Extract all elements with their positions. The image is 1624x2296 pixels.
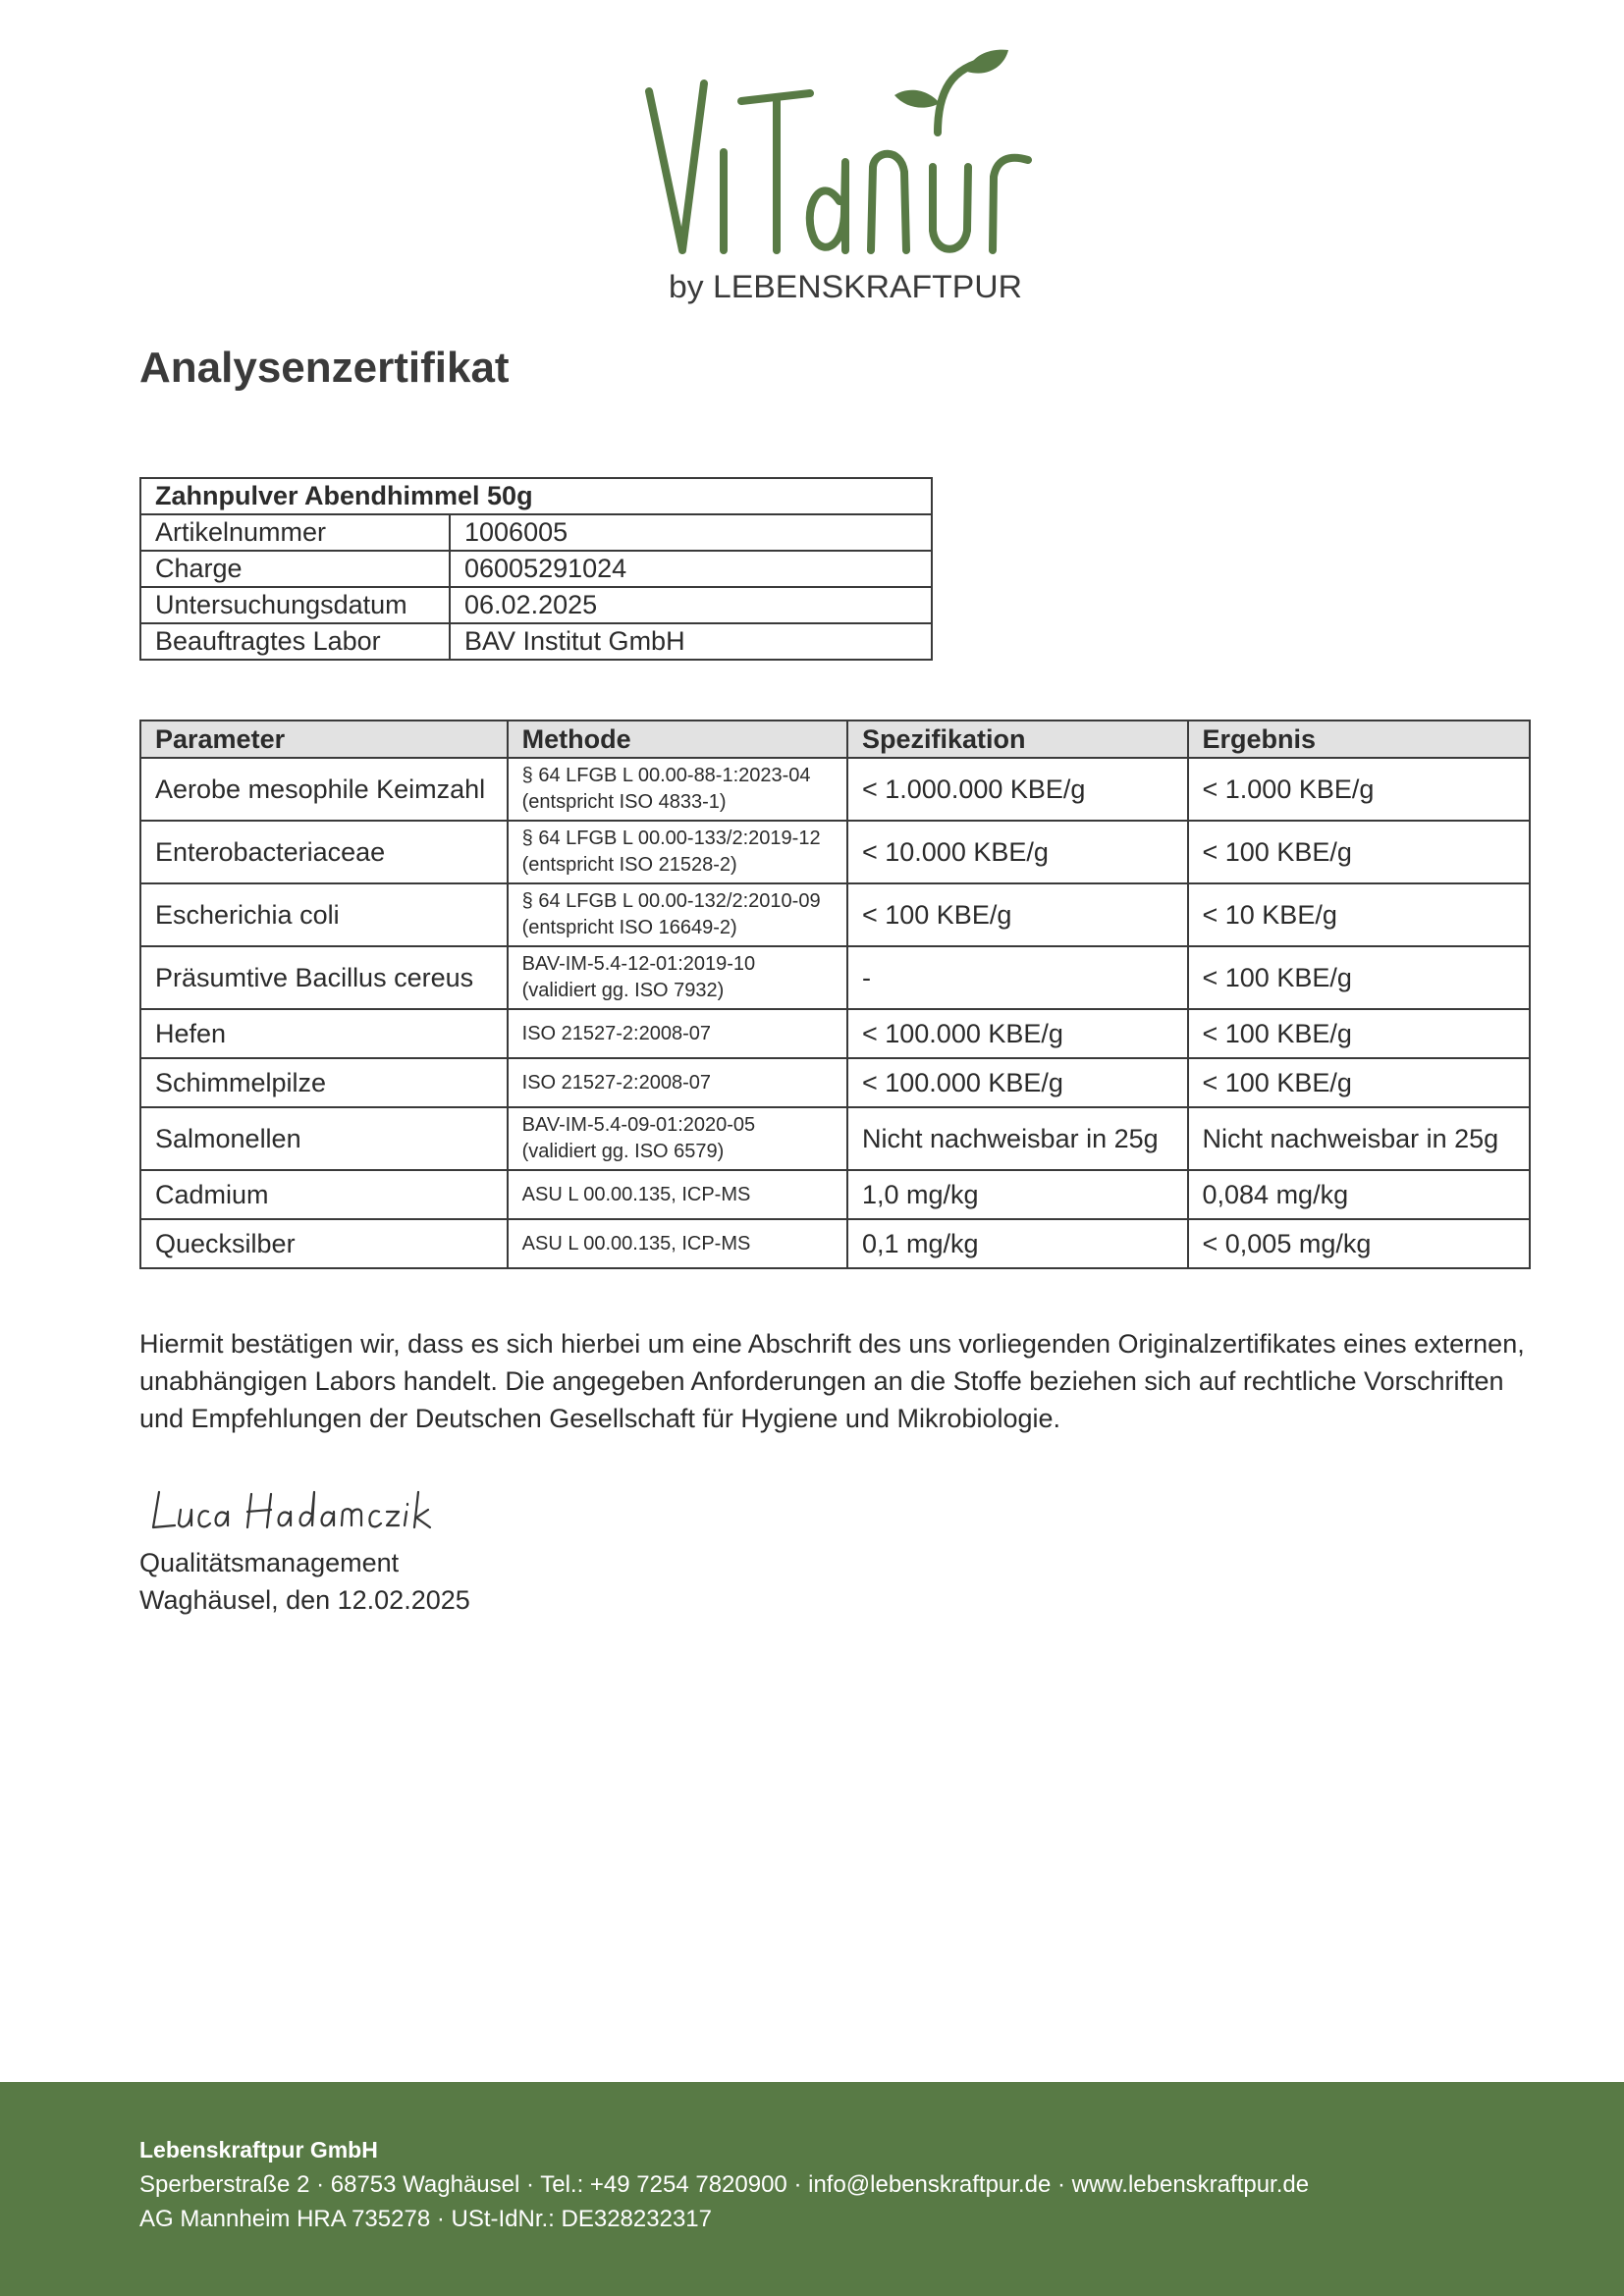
info-row — [140, 623, 932, 660]
product-info-table — [139, 477, 933, 661]
specification-cell: < 100.000 KBE/g — [847, 1009, 1188, 1058]
specification-cell: 1,0 mg/kg — [847, 1170, 1188, 1219]
table-row — [140, 821, 1530, 883]
method-cell: § 64 LFGB L 00.00-132/2:2010-09 (entspricht ISO 16649-2) — [508, 883, 847, 946]
method-cell: BAV-IM-5.4-09-01:2020-05 (validiert gg. ISO 6579) — [508, 1107, 847, 1170]
result-cell: < 1.000 KBE/g — [1188, 758, 1531, 821]
column-header-result: Ergebnis — [1188, 721, 1531, 758]
table-row — [140, 1058, 1530, 1107]
method-cell: ASU L 00.00.135, ICP-MS — [508, 1170, 847, 1219]
info-label: Beauftragtes Labor — [140, 623, 450, 660]
column-header-method: Methode — [508, 721, 847, 758]
table-row — [140, 1107, 1530, 1170]
result-cell: < 10 KBE/g — [1188, 883, 1531, 946]
method-cell: § 64 LFGB L 00.00-88-1:2023-04 (entspricht ISO 4833-1) — [508, 758, 847, 821]
info-row — [140, 551, 932, 587]
parameter-cell: Quecksilber — [140, 1219, 508, 1268]
info-label: Untersuchungsdatum — [140, 587, 450, 623]
table-row — [140, 946, 1530, 1009]
specification-cell: Nicht nachweisbar in 25g — [847, 1107, 1188, 1170]
parameter-cell: Schimmelpilze — [140, 1058, 508, 1107]
result-cell: Nicht nachweisbar in 25g — [1188, 1107, 1531, 1170]
info-value: 1006005 — [450, 514, 932, 551]
method-cell: ISO 21527-2:2008-07 — [508, 1009, 847, 1058]
specification-cell: 0,1 mg/kg — [847, 1219, 1188, 1268]
result-cell: < 100 KBE/g — [1188, 946, 1531, 1009]
table-row — [140, 1219, 1530, 1268]
parameter-cell: Präsumtive Bacillus cereus — [140, 946, 508, 1009]
footer — [0, 2082, 1624, 2296]
specification-cell: - — [847, 946, 1188, 1009]
parameter-cell: Escherichia coli — [140, 883, 508, 946]
specification-cell: < 10.000 KBE/g — [847, 821, 1188, 883]
info-row — [140, 514, 932, 551]
result-cell: < 100 KBE/g — [1188, 821, 1531, 883]
table-header-row — [140, 721, 1530, 758]
footer-contact-line: Sperberstraße 2 · 68753 Waghäusel · Tel.: +49 7254 7820900 · info@lebenskraftpur.de · www.lebenskraftpur.de — [139, 2171, 1310, 2198]
footer-register-line: AG Mannheim HRA 735278 · USt-IdNr.: DE328232317 — [139, 2206, 712, 2232]
product-name-row — [140, 478, 932, 514]
method-cell: § 64 LFGB L 00.00-133/2:2019-12 (entspricht ISO 21528-2) — [508, 821, 847, 883]
info-value: BAV Institut GmbH — [450, 623, 932, 660]
parameter-cell: Enterobacteriaceae — [140, 821, 508, 883]
column-header-parameter: Parameter — [140, 721, 508, 758]
svg-text:by LEBENSKRAFTPUR: by LEBENSKRAFTPUR — [669, 269, 1022, 304]
parameter-cell: Salmonellen — [140, 1107, 508, 1170]
info-value: 06.02.2025 — [450, 587, 932, 623]
vitanur-logo — [643, 44, 1036, 309]
info-row — [140, 587, 932, 623]
result-cell: < 100 KBE/g — [1188, 1009, 1531, 1058]
method-cell: ISO 21527-2:2008-07 — [508, 1058, 847, 1107]
method-cell: BAV-IM-5.4-12-01:2019-10 (validiert gg. ISO 7932) — [508, 946, 847, 1009]
table-row — [140, 1009, 1530, 1058]
result-cell: < 0,005 mg/kg — [1188, 1219, 1531, 1268]
info-label: Charge — [140, 551, 450, 587]
method-cell: ASU L 00.00.135, ICP-MS — [508, 1219, 847, 1268]
signatory-role: Qualitätsmanagement — [139, 1548, 400, 1577]
table-row — [140, 883, 1530, 946]
info-value: 06005291024 — [450, 551, 932, 587]
document-title: Analysenzertifikat — [139, 344, 510, 392]
place-and-date: Waghäusel, den 12.02.2025 — [139, 1585, 470, 1615]
specification-cell: < 100 KBE/g — [847, 883, 1188, 946]
result-cell: 0,084 mg/kg — [1188, 1170, 1531, 1219]
handwritten-signature — [145, 1484, 440, 1541]
parameter-cell: Cadmium — [140, 1170, 508, 1219]
certification-statement: Hiermit bestätigen wir, dass es sich hierbei um eine Abschrift des uns vorliegenden Originalzertifikates eines externen, unabhängigen Labors handelt. Die angegeben Anforderungen an die Stoffe beziehen sich auf rechtliche Vorschriften und Empfehlungen der Deutschen Gesellschaft für Hygiene und Mikrobiologie. — [139, 1329, 1525, 1433]
footer-company-name: Lebenskraftpur GmbH — [139, 2137, 378, 2163]
product-name: Zahnpulver Abendhimmel 50g — [140, 478, 932, 514]
parameter-cell: Aerobe mesophile Keimzahl — [140, 758, 508, 821]
specification-cell: < 1.000.000 KBE/g — [847, 758, 1188, 821]
info-label: Artikelnummer — [140, 514, 450, 551]
column-header-specification: Spezifikation — [847, 721, 1188, 758]
result-cell: < 100 KBE/g — [1188, 1058, 1531, 1107]
analysis-results-table — [139, 720, 1531, 1269]
specification-cell: < 100.000 KBE/g — [847, 1058, 1188, 1107]
table-row — [140, 1170, 1530, 1219]
parameter-cell: Hefen — [140, 1009, 508, 1058]
table-row — [140, 758, 1530, 821]
